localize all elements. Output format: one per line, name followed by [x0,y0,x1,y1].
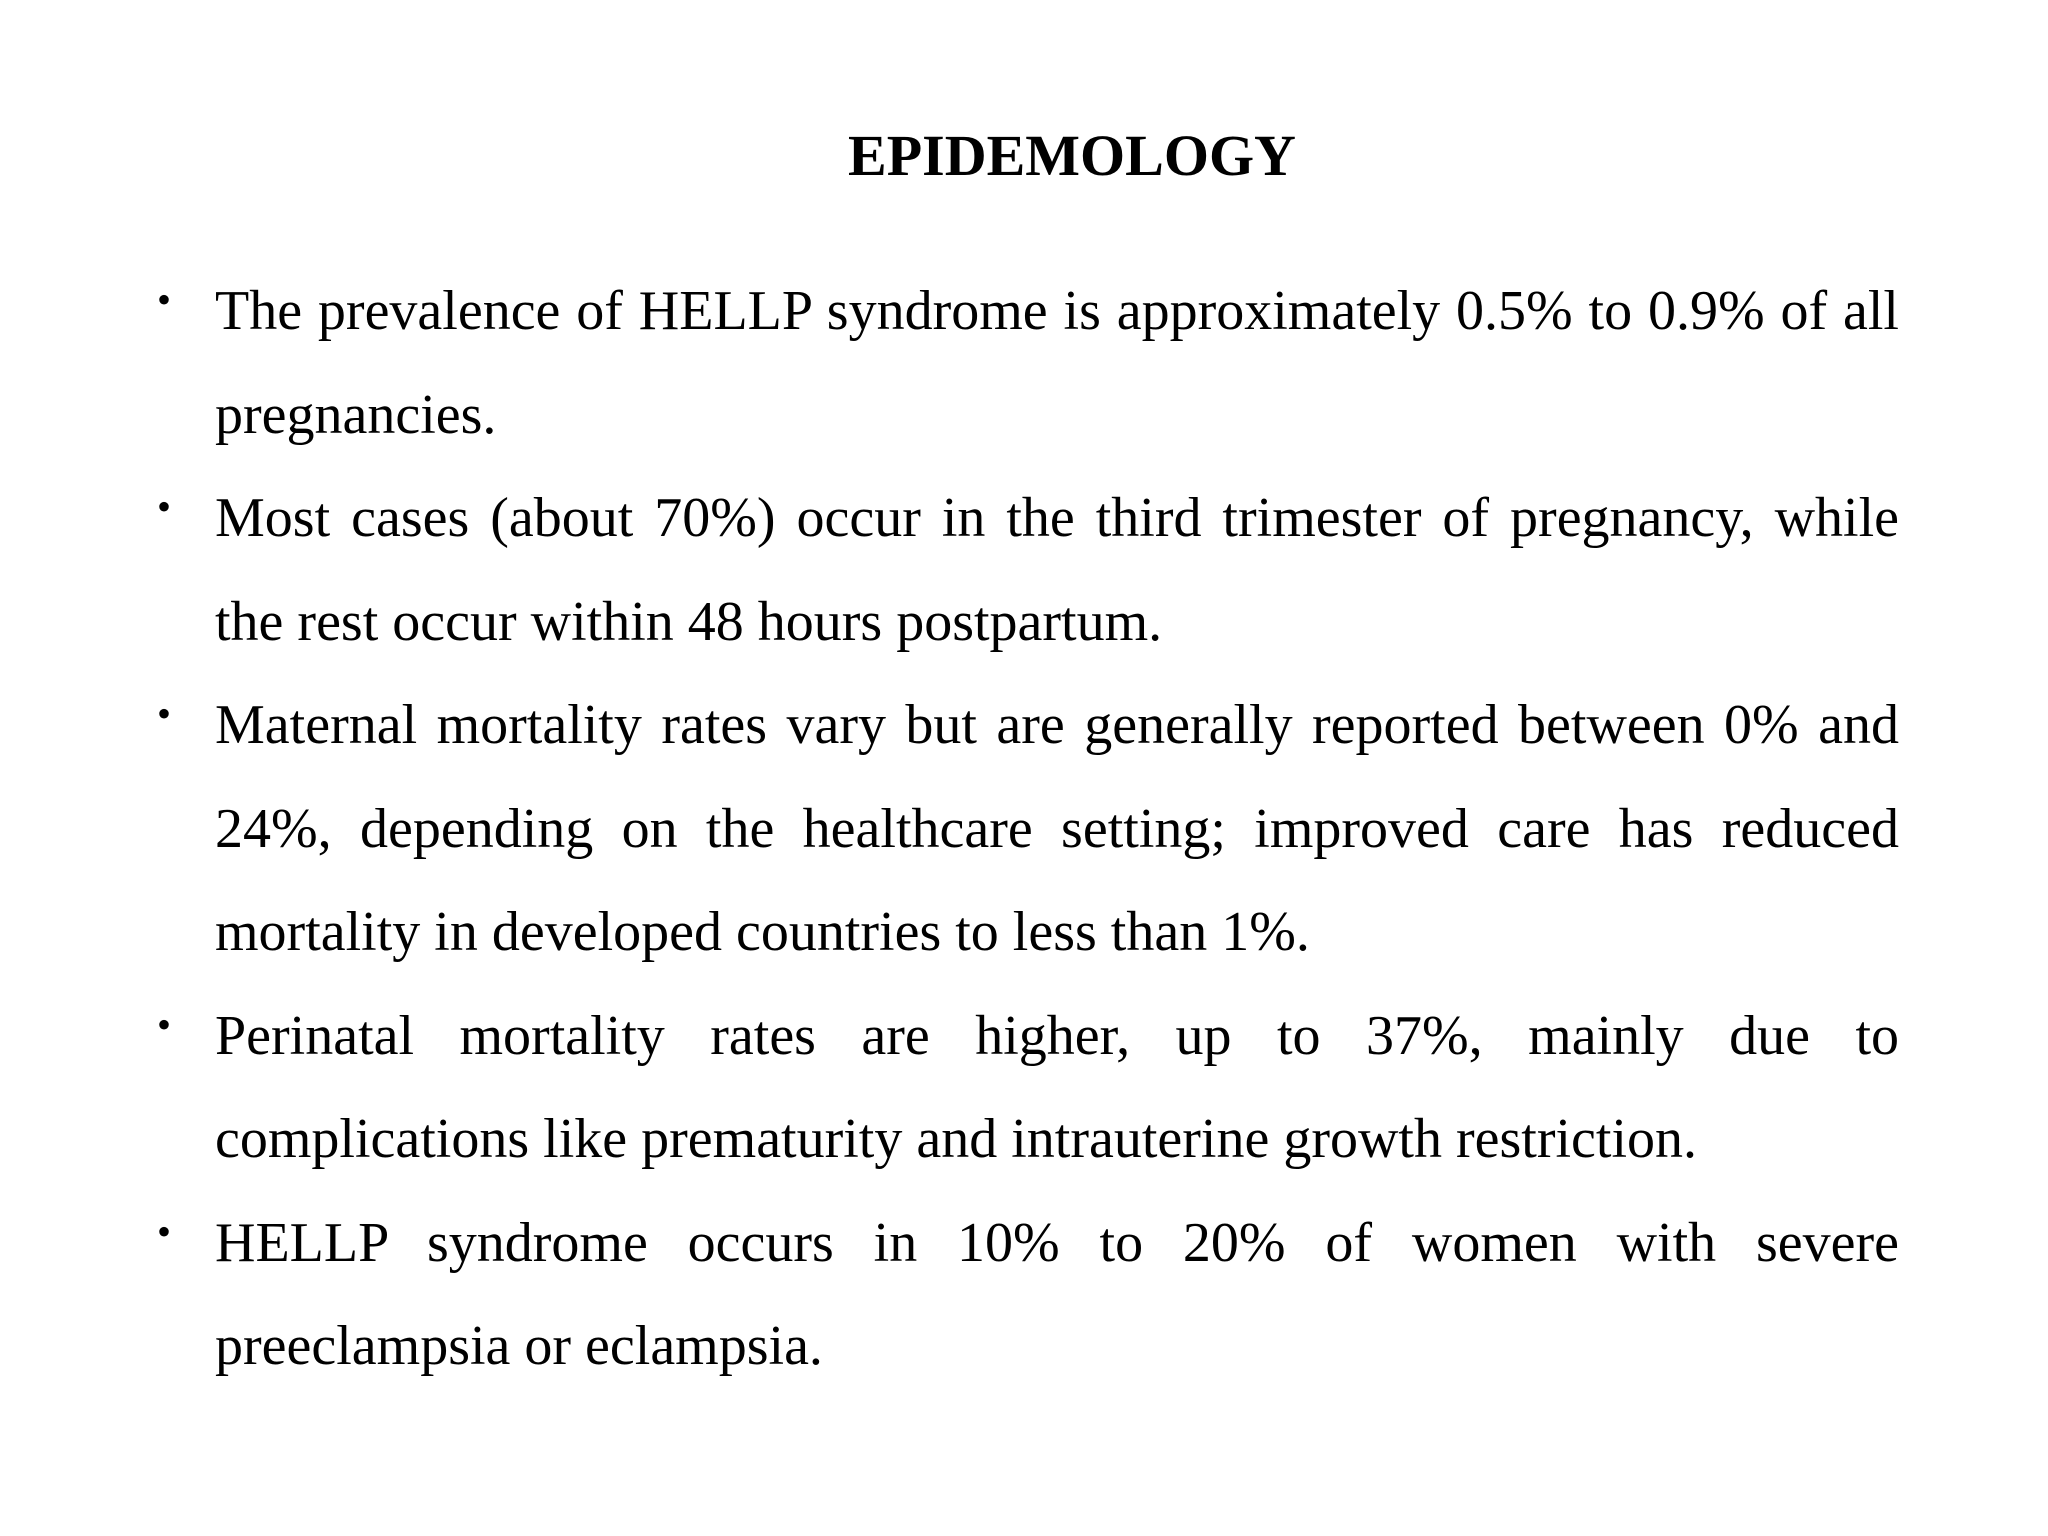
bullet-item-maternal-mortality [157,674,1899,985]
bullet-dot-icon: • [157,277,172,322]
bullet-text: Most cases (about 70%) occur in the third trimester of pregnancy, while the rest occur within 48 hours postpartum. [215,487,1899,653]
bullet-item-preeclampsia [157,1192,1899,1399]
bullet-item-trimester [157,467,1899,674]
bullet-dot-icon: • [157,691,172,736]
bullet-dot-icon: • [157,484,172,529]
bullet-item-prevalence [157,260,1899,467]
bullet-dot-icon: • [157,1001,172,1047]
slide-title: EPIDEMOLOGY [848,123,1296,188]
bullet-list [157,260,1899,1399]
bullet-text: The prevalence of HELLP syndrome is approximately 0.5% to 0.9% of all pregnancies. [215,280,1899,446]
bullet-text: Perinatal mortality rates are higher, up to 37%, mainly due to complications like prematurity and intrauterine growth restriction. [215,1004,1899,1170]
bullet-text: Maternal mortality rates vary but are generally reported between 0% and 24%, depending on the healthcare setting; improved care has reduced mortality in developed countries to less than 1%. [215,694,1899,963]
bullet-text: HELLP syndrome occurs in 10% to 20% of women with severe preeclampsia or eclampsia. [215,1211,1899,1377]
bullet-dot-icon: • [157,1208,172,1254]
bullet-item-perinatal-mortality [157,985,1899,1192]
